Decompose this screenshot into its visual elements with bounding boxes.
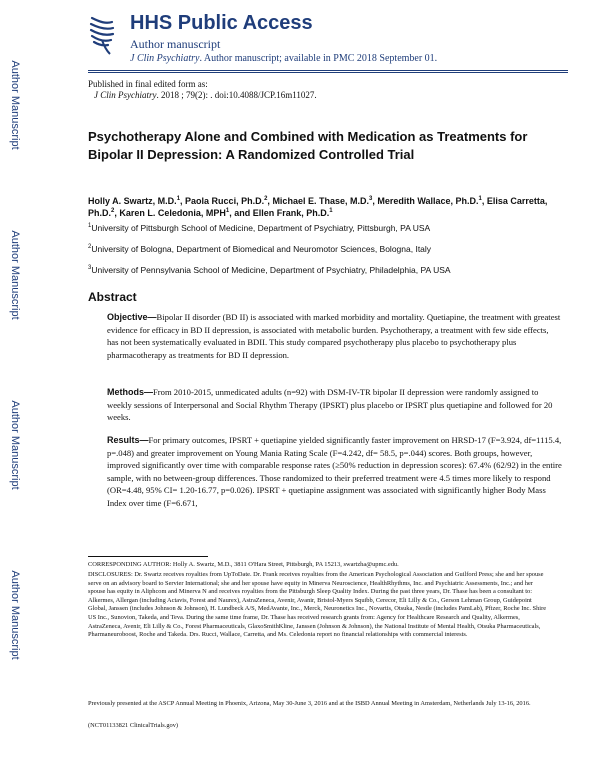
hhs-header <box>88 8 568 62</box>
corresponding-author: CORRESPONDING AUTHOR: Holly A. Swartz, M.D., 3811 O'Hara Street, Pittsburgh, PA 15213, swartzha@upmc.edu. <box>88 561 399 568</box>
header-rule-top <box>88 70 568 71</box>
author[interactable]: Karen L. Celedonia, MPH$^1$ <box>119 208 230 218</box>
affiliation: $^2$University of Bologna, Department of Biomedical and Neuromotor Sciences, Bologna, Italy <box>88 244 432 254</box>
side-label-3: Author Manuscript <box>9 400 21 490</box>
published-label: Published in final edited form as: <box>88 79 208 89</box>
hhs-subtitle: Author manuscript <box>130 37 221 51</box>
article-title: Psychotherapy Alone and Combined with Medication as Treatments for Bipolar II Depression: A Randomized Controlled Trial <box>88 129 528 162</box>
hhs-eagle-logo-icon <box>88 12 118 56</box>
author[interactable]: Meredith Wallace, Ph.D.$^1$ <box>377 196 482 206</box>
hhs-journal-line: J Clin Psychiatry. Author manuscript; available in PMC 2018 September 01. <box>130 53 438 64</box>
abstract-objective: Objective—Bipolar II disorder (BD II) is associated with marked morbidity and mortality. Quetiapine, the treatment with greatest evidence for efficacy in BD II depression, is associated with metabolic burden. Psychotherapy, a treatment with few side effects, has not been systematically evaluated in BDII. This study compared psychotherapy plus placebo to psychotherapy plus pharmacotherapy as treatments for BD II depression. <box>107 312 561 360</box>
author[interactable]: Holly A. Swartz, M.D.$^1$ <box>88 196 181 206</box>
abstract-heading: Abstract <box>88 290 137 304</box>
trial-registration[interactable]: (NCT01133821 ClinicalTrials.gov) <box>88 722 179 729</box>
author[interactable]: Elisa Carretta, Ph.D.$^2$ <box>88 196 548 218</box>
methods-label: Methods— <box>107 387 153 397</box>
results-label: Results— <box>107 435 149 445</box>
objective-label: Objective— <box>107 312 157 322</box>
presented-note: Previously presented at the ASCP Annual Meeting in Phoenix, Arizona, May 30-June 3, 2016 and at the ISBD Annual Meeting in Amsterdam, Netherlands July 13-16, 2016. <box>88 700 531 707</box>
author[interactable]: Michael E. Thase, M.D.$^3$ <box>272 196 373 206</box>
footnote-rule <box>88 556 208 557</box>
affiliation: $^1$University of Pittsburgh School of Medicine, Department of Psychiatry, Pittsburgh, PA USA <box>88 223 431 233</box>
hhs-title: HHS Public Access <box>130 12 313 34</box>
journal-name[interactable]: J Clin Psychiatry <box>130 53 200 64</box>
abstract-methods: Methods—From 2010-2015, unmedicated adults (n=92) with DSM-IV-TR bipolar II depression were randomly assigned to weekly sessions of Interpersonal and Social Rhythm Therapy (IPSRT) plus placebo or IPSRT plus quetiapine and followed for 20 weeks. <box>107 387 553 423</box>
disclosures: DISCLOSURES: Dr. Swartz receives royalties from UpToDate. Dr. Frank receives royalties from the American Psychological Association and Guilford Press; she and her spouse serve on an advisory board to Servier International; she and her spouse have equity in Minerva Neuroscience, HealthRhythms, Inc. and Psychiatric Assessments, Inc.; and her spouse has equity in Aliphcom and Minerva N and receives royalties from the Pittsburgh Sleep Quality Index. During the past three years, Dr. Thase has been a consultant to: Alkermes, Allergan (including Actavis, Forest and Naurex), AstraZeneca, Avenir, Avanir, Bristol-Myers Squibb, Cerecor, Eli Lilly & Co., Gerson Lehman Group, Guidepoint Global, Janssen (includes Johnson & Johnson), H. Lundbeck A/S, MedAvante, Inc., Merck, Neuronetics Inc., Novartis, Otsuka, Nestle (includes PamLab), Pfizer, Roche Inc. Shire US Inc., Sunovion, Takeda, and Teva. During the same time frame, Dr. Thase has received research grants from: Agency for Healthcare Research and Quality, Alkermes, AstraZeneca, Avenir, Eli Lilly & Co., Forest Pharmaceuticals, GlaxoSmithKline, Janssen (Johnson & Johnson), the National Institute of Mental Health, Otsuka Pharmaceuticals, Pharmaneuroboost, Roche and Takeda. Drs. Rucci, Wallace, Carretta, and Ms. Celedonia report no financial relationships with commercial interests. <box>88 571 547 639</box>
header-rule-bottom <box>88 72 568 73</box>
affiliation: $^3$University of Pennsylvania School of Medicine, Department of Psychiatry, Philadelphia, PA USA <box>88 265 451 275</box>
published-in <box>88 79 317 101</box>
author[interactable]: Ellen Frank, Ph.D.$^1$ <box>252 208 333 218</box>
side-label-4: Author Manuscript <box>9 570 21 660</box>
author[interactable]: Paola Rucci, Ph.D.$^2$ <box>185 196 268 206</box>
abstract-results: Results—For primary outcomes, IPSRT + quetiapine yielded significantly faster improvement on HRSD-17 (F=3.924, df=1115.4, p=.048) and greater improvement on Young Mania Rating Scale (F=4.242, df= 58.5, p=.044) scores. Both groups, however, improved significantly over time with comparable response rates (≥50% reduction in depression scores): 67.4% (62/92) in the entire sample, with no between-group differences. Those randomized to their preferred treatment were 4.5 times more likely to respond (OR=4.48, 95% CI= 1.20-16.77, p=0.026). IPSRT + quetiapine assignment was associated with significantly higher Body Mass Index over time (F=6.671, <box>107 435 562 508</box>
published-citation: J Clin Psychiatry. 2018 ; 79(2): . doi:10.4088/JCP.16m11027. <box>94 90 317 100</box>
side-label-2: Author Manuscript <box>9 230 21 320</box>
side-label-1: Author Manuscript <box>9 60 21 150</box>
author-list: Holly A. Swartz, M.D.$^1$, Paola Rucci, Ph.D.$^2$, Michael E. Thase, M.D.$^3$, Meredith Wallace, Ph.D.$^1$, Elisa Carretta, Ph.D.$^2$, Karen L. Celedonia, MPH$^1$, and Ellen Frank, Ph.D.$^1$ <box>88 196 548 218</box>
